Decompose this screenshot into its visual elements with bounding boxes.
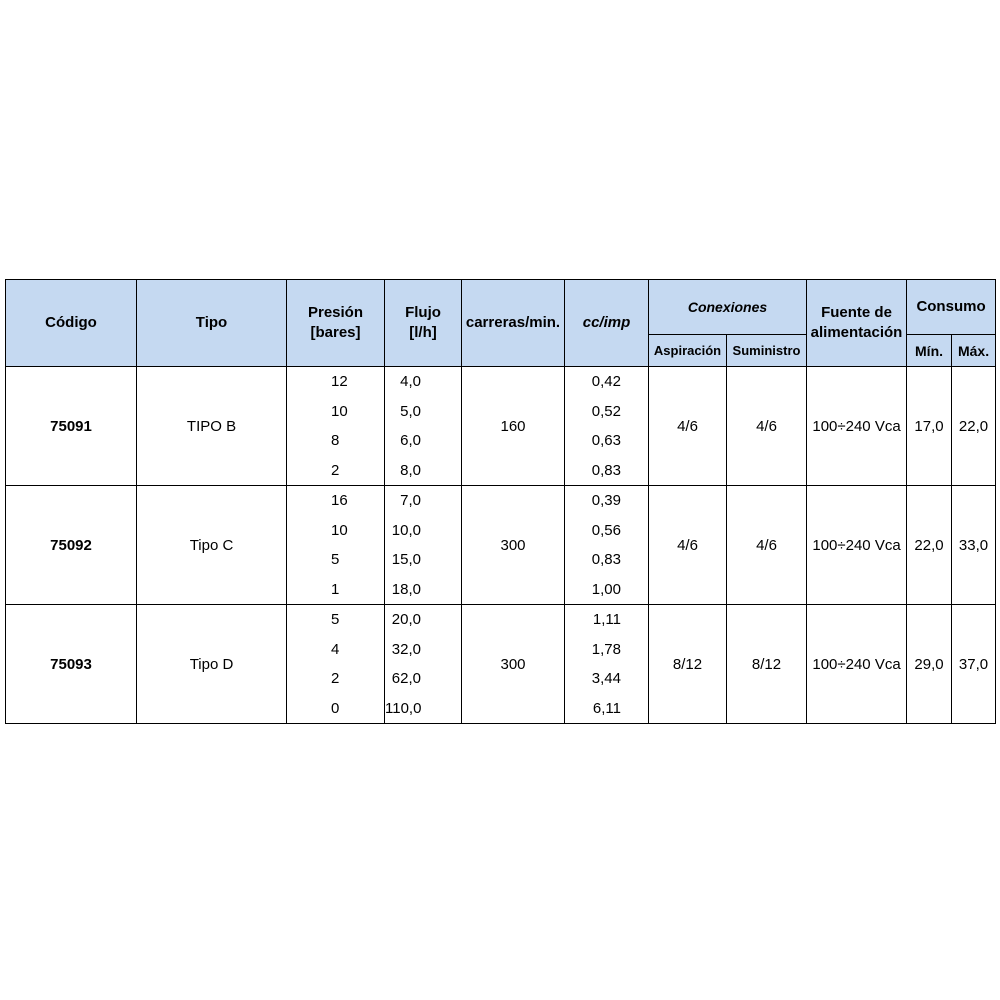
flujo-value: 5,0 [400, 402, 421, 420]
consumo-min-cell: 22,0 [907, 486, 952, 605]
header-cc-imp: cc/imp [565, 280, 649, 367]
header-presion-line1: Presión [307, 304, 364, 321]
cc-value: 0,83 [591, 461, 621, 479]
flujo-value: 6,0 [400, 432, 421, 449]
presion-value: 4 [331, 640, 340, 658]
presion-value: 0 [331, 699, 340, 717]
flujo-value: 62,0 [391, 670, 421, 687]
carreras-cell: 300 [462, 605, 565, 724]
header-presion-line2: [bares] [310, 324, 361, 341]
header-consumo: Consumo [907, 280, 996, 335]
flujo-value: 15,0 [391, 551, 421, 568]
header-suministro: Suministro [727, 335, 807, 367]
header-min: Mín. [907, 335, 952, 367]
cc-value: 0,42 [591, 373, 621, 390]
header-fuente-line2: alimentación [810, 324, 903, 341]
aspiracion-cell: 8/12 [649, 605, 727, 724]
fuente-cell: 100÷240 Vca [807, 605, 907, 724]
tipo-cell: Tipo D [137, 605, 287, 724]
cc-value: 6,11 [592, 699, 621, 717]
cc-value: 0,63 [591, 432, 621, 449]
cc-value: 0,39 [591, 492, 621, 509]
tipo-cell: Tipo C [137, 486, 287, 605]
header-conexiones: Conexiones [649, 280, 807, 335]
carreras-cell: 300 [462, 486, 565, 605]
cc-cell [565, 605, 649, 724]
cc-value: 1,11 [592, 611, 621, 628]
presion-cell [287, 367, 385, 486]
presion-value: 8 [331, 432, 340, 449]
aspiracion-cell: 4/6 [649, 486, 727, 605]
presion-cell [287, 605, 385, 724]
header-max: Máx. [952, 335, 996, 367]
header-flujo-line2: [l/h] [409, 324, 437, 341]
consumo-min-cell: 29,0 [907, 605, 952, 724]
presion-value: 1 [331, 580, 340, 598]
presion-value: 2 [331, 461, 340, 479]
flujo-value: 110,0 [385, 699, 422, 717]
cc-cell [565, 486, 649, 605]
carreras-cell: 160 [462, 367, 565, 486]
header-aspiracion: Aspiración [649, 335, 727, 367]
flujo-cell [385, 486, 462, 605]
codigo-cell: 75093 [6, 605, 137, 724]
header-flujo-line1: Flujo [405, 304, 441, 321]
table-row [6, 605, 996, 724]
suministro-cell: 8/12 [727, 605, 807, 724]
flujo-value: 4,0 [400, 373, 421, 390]
flujo-value: 8,0 [400, 461, 421, 479]
flujo-value: 10,0 [391, 521, 421, 539]
consumo-min-cell: 17,0 [907, 367, 952, 486]
suministro-cell: 4/6 [727, 486, 807, 605]
header-row [6, 280, 996, 335]
cc-value: 1,78 [591, 640, 621, 658]
presion-value: 10 [331, 521, 348, 539]
cc-value: 0,52 [591, 402, 621, 420]
fuente-cell: 100÷240 Vca [807, 486, 907, 605]
presion-value: 5 [331, 611, 340, 628]
header-fuente [807, 280, 907, 367]
presion-value: 2 [331, 670, 340, 687]
suministro-cell: 4/6 [727, 367, 807, 486]
cc-value: 3,44 [591, 670, 621, 687]
cc-value: 0,83 [591, 551, 621, 568]
consumo-max-cell: 37,0 [952, 605, 996, 724]
presion-value: 10 [331, 402, 348, 420]
presion-value: 5 [331, 551, 340, 568]
flujo-cell [385, 605, 462, 724]
fuente-cell: 100÷240 Vca [807, 367, 907, 486]
aspiracion-cell: 4/6 [649, 367, 727, 486]
pump-spec-table [5, 279, 996, 724]
consumo-max-cell: 22,0 [952, 367, 996, 486]
flujo-value: 7,0 [400, 492, 421, 509]
table-row [6, 486, 996, 605]
cc-value: 0,56 [591, 521, 621, 539]
flujo-value: 18,0 [391, 580, 421, 598]
codigo-cell: 75091 [6, 367, 137, 486]
header-presion [287, 280, 385, 367]
consumo-max-cell: 33,0 [952, 486, 996, 605]
table-row [6, 367, 996, 486]
codigo-cell: 75092 [6, 486, 137, 605]
cc-cell [565, 367, 649, 486]
presion-value: 12 [331, 373, 348, 390]
header-flujo [385, 280, 462, 367]
flujo-value: 32,0 [391, 640, 421, 658]
header-fuente-line1: Fuente de [821, 304, 892, 321]
flujo-value: 20,0 [391, 611, 421, 628]
header-codigo: Código [6, 280, 137, 367]
flujo-cell [385, 367, 462, 486]
cc-value: 1,00 [591, 580, 621, 598]
presion-value: 16 [331, 492, 348, 509]
presion-cell [287, 486, 385, 605]
header-carreras: carreras/min. [462, 280, 565, 367]
header-tipo: Tipo [137, 280, 287, 367]
tipo-cell: TIPO B [137, 367, 287, 486]
